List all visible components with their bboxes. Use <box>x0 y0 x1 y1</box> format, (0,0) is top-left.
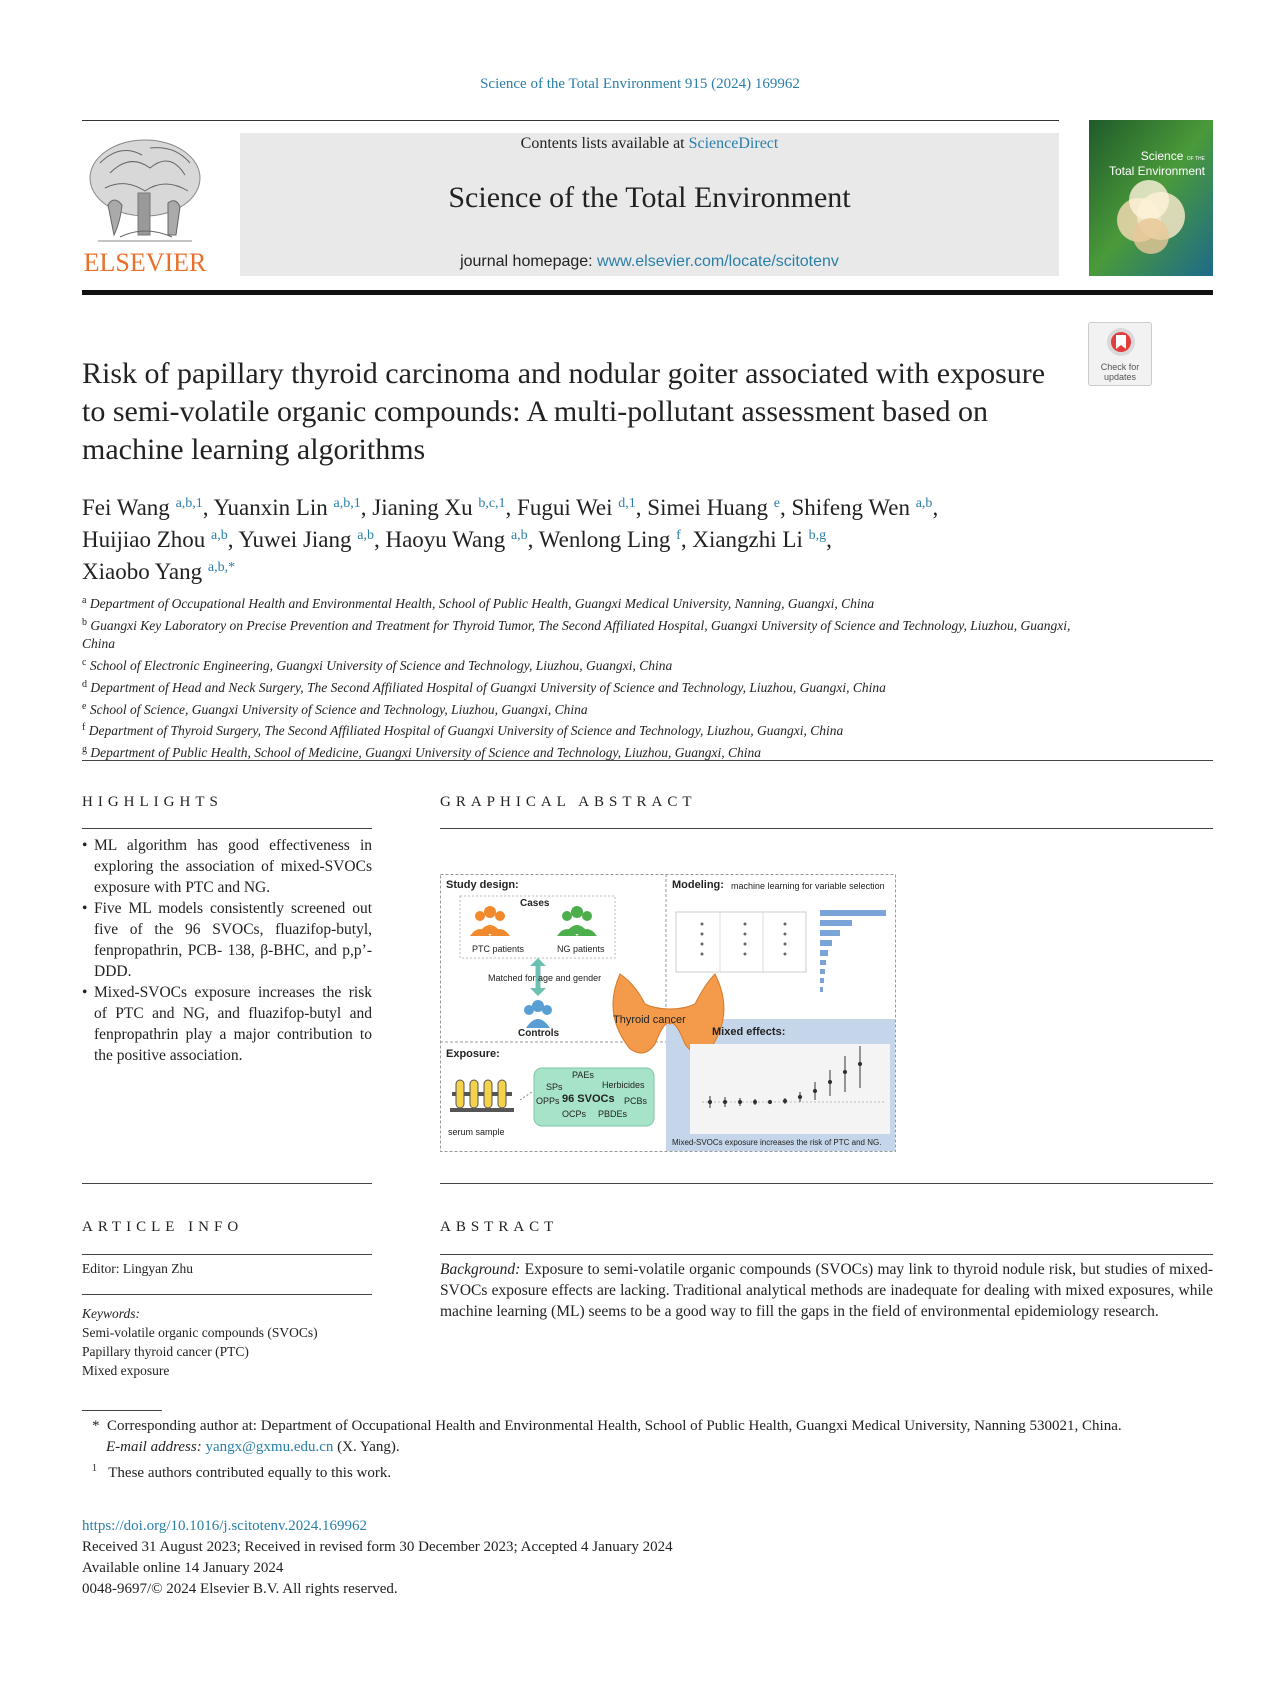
article-info-heading: ARTICLE INFO <box>82 1219 244 1235</box>
highlights-rule <box>82 828 372 829</box>
article-info-rule-2 <box>82 1294 372 1295</box>
author-name[interactable]: Huijiao Zhou <box>82 527 206 552</box>
affiliation-key: c <box>82 657 87 669</box>
affiliation-text: Department of Thyroid Surgery, The Second Affiliated Hospital of Guangxi University of Science and Technology, Liuzhou, Guangxi, China <box>88 723 844 739</box>
check-updates-icon <box>1089 323 1153 363</box>
ga-modeling-sub: machine learning for variable selection <box>731 881 885 891</box>
author-name[interactable]: Shifeng Wen <box>791 495 910 520</box>
author-name[interactable]: Yuwei Jiang <box>238 527 352 552</box>
cover-image <box>1089 120 1213 276</box>
affiliation-text: School of Science, Guangxi University of Science and Technology, Liuzhou, Guangxi, China <box>89 701 588 717</box>
online-date: Available online 14 January 2024 <box>82 1560 284 1576</box>
author-affiliation-marks[interactable]: b,c,1 <box>478 496 506 511</box>
email-link[interactable]: yangx@gxmu.edu.cn <box>205 1439 334 1455</box>
keyword-item: Papillary thyroid cancer (PTC) <box>82 1344 249 1359</box>
abstract-background-text: Exposure to semi-volatile organic compounds (SVOCs) may link to thyroid nodule risk, but studies of mixed-SVOCs exposure effects are lacking. Traditional analytical methods are inadequate for dealing with mixed exposures, while machine learning (ML) seems to be a good way to fill the gaps in the field of environmental epidemiology research. <box>440 1261 1213 1320</box>
author-name[interactable]: Xiaobo Yang <box>82 559 203 584</box>
author-affiliation-marks[interactable]: a,b,1 <box>333 496 361 511</box>
journal-homepage: journal homepage: www.elsevier.com/locate/scitotenv <box>460 253 839 270</box>
footnote-rule <box>82 1410 162 1411</box>
ga-exposure-label: Exposure: <box>446 1048 500 1060</box>
corresponding-footnote: * Corresponding author at: Department of Occupational Health and Environmental Health, School of Public Health, Guangxi Medical University, Nanning 530021, China. <box>92 1418 1122 1434</box>
author-affiliation-marks[interactable]: d,1 <box>618 496 636 511</box>
ga-modeling-label: Modeling: <box>672 879 724 891</box>
affiliation-item <box>82 614 1102 654</box>
author-name[interactable]: Wenlong Ling <box>538 527 671 552</box>
ga-serum-label: serum sample <box>448 1127 505 1137</box>
graphical-abstract-svg <box>440 874 896 1152</box>
ga-svoc-ocps: OCPs <box>562 1109 587 1119</box>
affiliation-text: School of Electronic Engineering, Guangxi University of Science and Technology, Liuzhou, Guangxi, China <box>89 658 673 674</box>
affiliation-item <box>82 592 1102 614</box>
affiliation-text: Department of Public Health, School of Medicine, Guangxi University of Science and Technology, Liuzhou, Guangxi, China <box>90 744 762 760</box>
highlights-bottom-rule <box>82 1183 372 1184</box>
article-title: Risk of papillary thyroid carcinoma and nodular goiter associated with exposure to semi-volatile organic compounds: A multi-pollutant assessment based on machine learning algorithms <box>82 357 1046 466</box>
abstract-text <box>440 1259 1213 1322</box>
ga-svoc-sps: SPs <box>546 1082 563 1092</box>
ga-ptc-label: PTC patients <box>472 944 525 954</box>
received-dates: Received 31 August 2023; Received in revised form 30 December 2023; Accepted 4 January 2024 <box>82 1539 673 1555</box>
footnotes <box>82 1416 1213 1484</box>
ga-svoc-opps: OPPs <box>536 1096 560 1106</box>
check-for-updates-badge[interactable] <box>1088 322 1152 386</box>
journal-masthead <box>240 133 1059 276</box>
affiliation-text: Department of Head and Neck Surgery, The Second Affiliated Hospital of Guangxi University of Science and Technology, Liuzhou, Guangxi, China <box>90 679 886 695</box>
header-thick-rule <box>82 290 1213 295</box>
publication-info <box>82 1516 1213 1600</box>
affiliation-key: e <box>82 700 87 712</box>
affiliation-list <box>82 592 1102 763</box>
abstract-heading: ABSTRACT <box>440 1219 559 1235</box>
author-name[interactable]: Xiangzhi Li <box>692 527 803 552</box>
email-footnote: E-mail address: yangx@gxmu.edu.cn (X. Yang). <box>106 1439 400 1455</box>
ga-caption: Mixed-SVOCs exposure increases the risk of PTC and NG. <box>672 1138 882 1147</box>
author-name[interactable]: Jianing Xu <box>372 495 473 520</box>
abstract-background-label: Background: <box>440 1261 521 1278</box>
header-rule <box>82 120 1059 121</box>
ga-matched-label: Matched for age and gender <box>488 973 602 983</box>
affiliation-text: Department of Occupational Health and Environmental Health, School of Public Health, Guangxi Medical University, Nanning, Guangxi, China <box>89 596 875 611</box>
elsevier-wordmark: ELSEVIER <box>83 248 207 277</box>
keywords-label: Keywords: <box>82 1306 140 1321</box>
ga-study-design-label: Study design: <box>446 879 519 891</box>
author-affiliation-marks[interactable]: a,b <box>211 528 228 543</box>
doi-link[interactable]: https://doi.org/10.1016/j.scitotenv.2024.169962 <box>82 1518 367 1534</box>
graphical-abstract-bottom-rule <box>440 1183 1213 1184</box>
ga-ng-label: NG patients <box>557 944 605 954</box>
ga-svoc-pbdes: PBDEs <box>598 1109 628 1119</box>
affiliation-rule <box>82 760 1213 761</box>
mixed-effects-plot <box>690 1044 890 1134</box>
graphical-abstract-rule <box>440 828 1213 829</box>
author-name[interactable]: Simei Huang <box>647 495 769 520</box>
highlights-heading: HIGHLIGHTS <box>82 794 223 810</box>
journal-cover[interactable] <box>1089 120 1213 276</box>
ga-thyroid-label: Thyroid cancer <box>613 1014 686 1026</box>
check-updates-label: Check for updates <box>1100 362 1140 382</box>
highlight-item: • ML algorithm has good effectiveness in exploring the association of mixed-SVOCs exposure with PTC and NG. <box>82 835 372 898</box>
keywords-block <box>82 1304 318 1380</box>
keyword-item: Mixed exposure <box>82 1363 170 1378</box>
ga-cases-label: Cases <box>520 898 550 909</box>
ga-controls-label: Controls <box>518 1028 560 1039</box>
author-affiliation-marks[interactable]: a,b <box>510 528 528 543</box>
graphical-abstract-heading: GRAPHICAL ABSTRACT <box>440 794 697 810</box>
keyword-item: Semi-volatile organic compounds (SVOCs) <box>82 1325 318 1340</box>
author-name[interactable]: Yuanxin Lin <box>213 495 328 520</box>
highlight-item: • Five ML models consistently screened out five of the 96 SVOCs, fluazifop-butyl, fenpropathrin, PCB- 138, β-BHC, and p,p’-DDD. <box>82 898 372 982</box>
contents-line: Contents lists available at ScienceDirect <box>520 135 779 152</box>
sciencedirect-link[interactable]: ScienceDirect <box>688 135 779 152</box>
affiliation-key: d <box>82 678 87 690</box>
highlights-list <box>82 835 372 1066</box>
ga-svoc-herbicides: Herbicides <box>602 1080 645 1090</box>
article-info-rule <box>82 1254 372 1255</box>
affiliation-item <box>82 654 1102 676</box>
elsevier-logo[interactable] <box>80 133 210 278</box>
author-affiliation-marks[interactable]: a,b <box>357 528 374 543</box>
author-affiliation-marks[interactable]: b,g <box>808 528 827 543</box>
ga-svoc-pcbs: PCBs <box>624 1096 648 1106</box>
author-affiliation-marks[interactable]: a,b,1 <box>175 496 203 511</box>
abstract-rule <box>440 1254 1213 1255</box>
author-name[interactable]: Fei Wang <box>82 495 170 520</box>
affiliation-item <box>82 719 1102 741</box>
affiliation-key: g <box>82 743 87 755</box>
affiliation-item <box>82 698 1102 720</box>
homepage-link[interactable]: www.elsevier.com/locate/scitotenv <box>597 253 839 270</box>
affiliation-text: Guangxi Key Laboratory on Precise Prevention and Treatment for Thyroid Tumor, The Second Affiliated Hospital, Guangxi University of Science and Technology, Liuzhou, Guangxi, China <box>82 617 1071 652</box>
cover-title: Science OF THE Total Environment <box>1108 149 1205 178</box>
author-affiliation-marks[interactable]: e <box>773 496 780 511</box>
author-list: Fei Wang $^{a,b,1}$, Yuanxin Lin $^{a,b,1}$, Jianing Xu $^{b,c,1}$, Fugui Wei $^{d,1}$, Simei Huang $^e$, Shifeng Wen $^{a,b}$, Huijiao Zhou $^{a,b}$, Yuwei Jiang $^{a,b}$, Haoyu Wang $^{a,b}$, Wenlong Ling $^f$, Xiangzhi Li $^{b,g}$, Xiaobo Yang $^{a,b,*}$ <box>82 495 939 584</box>
running-head[interactable]: Science of the Total Environment 915 (2024) 169962 <box>480 76 800 92</box>
highlight-item: • Mixed-SVOCs exposure increases the risk of PTC and NG, and fluazifop-butyl and fenpropathrin play a major contribution to the positive association. <box>82 982 372 1066</box>
affiliation-key: b <box>82 616 87 628</box>
author-name[interactable]: Haoyu Wang <box>385 527 506 552</box>
affiliation-key: f <box>82 722 86 734</box>
ga-svoc-center: 96 SVOCs <box>562 1093 615 1105</box>
journal-title: Science of the Total Environment <box>448 181 851 214</box>
equal-contribution-footnote: $^1$ These authors contributed equally to this work. <box>92 1463 392 1481</box>
editor-line: Editor: Lingyan Zhu <box>82 1261 193 1276</box>
copyright: 0048-9697/© 2024 Elsevier B.V. All rights reserved. <box>82 1581 398 1597</box>
author-affiliation-marks[interactable]: f <box>676 528 681 543</box>
ga-svoc-paes: PAEs <box>572 1070 594 1080</box>
author-affiliation-marks[interactable]: a,b,* <box>207 560 236 575</box>
affiliation-key: a <box>82 595 87 606</box>
graphical-abstract-figure[interactable] <box>440 874 896 1152</box>
author-affiliation-marks[interactable]: a,b <box>915 496 933 511</box>
author-name[interactable]: Fugui Wei <box>517 495 613 520</box>
ga-mixed-effects-label: Mixed effects: <box>712 1026 786 1038</box>
affiliation-item <box>82 676 1102 698</box>
